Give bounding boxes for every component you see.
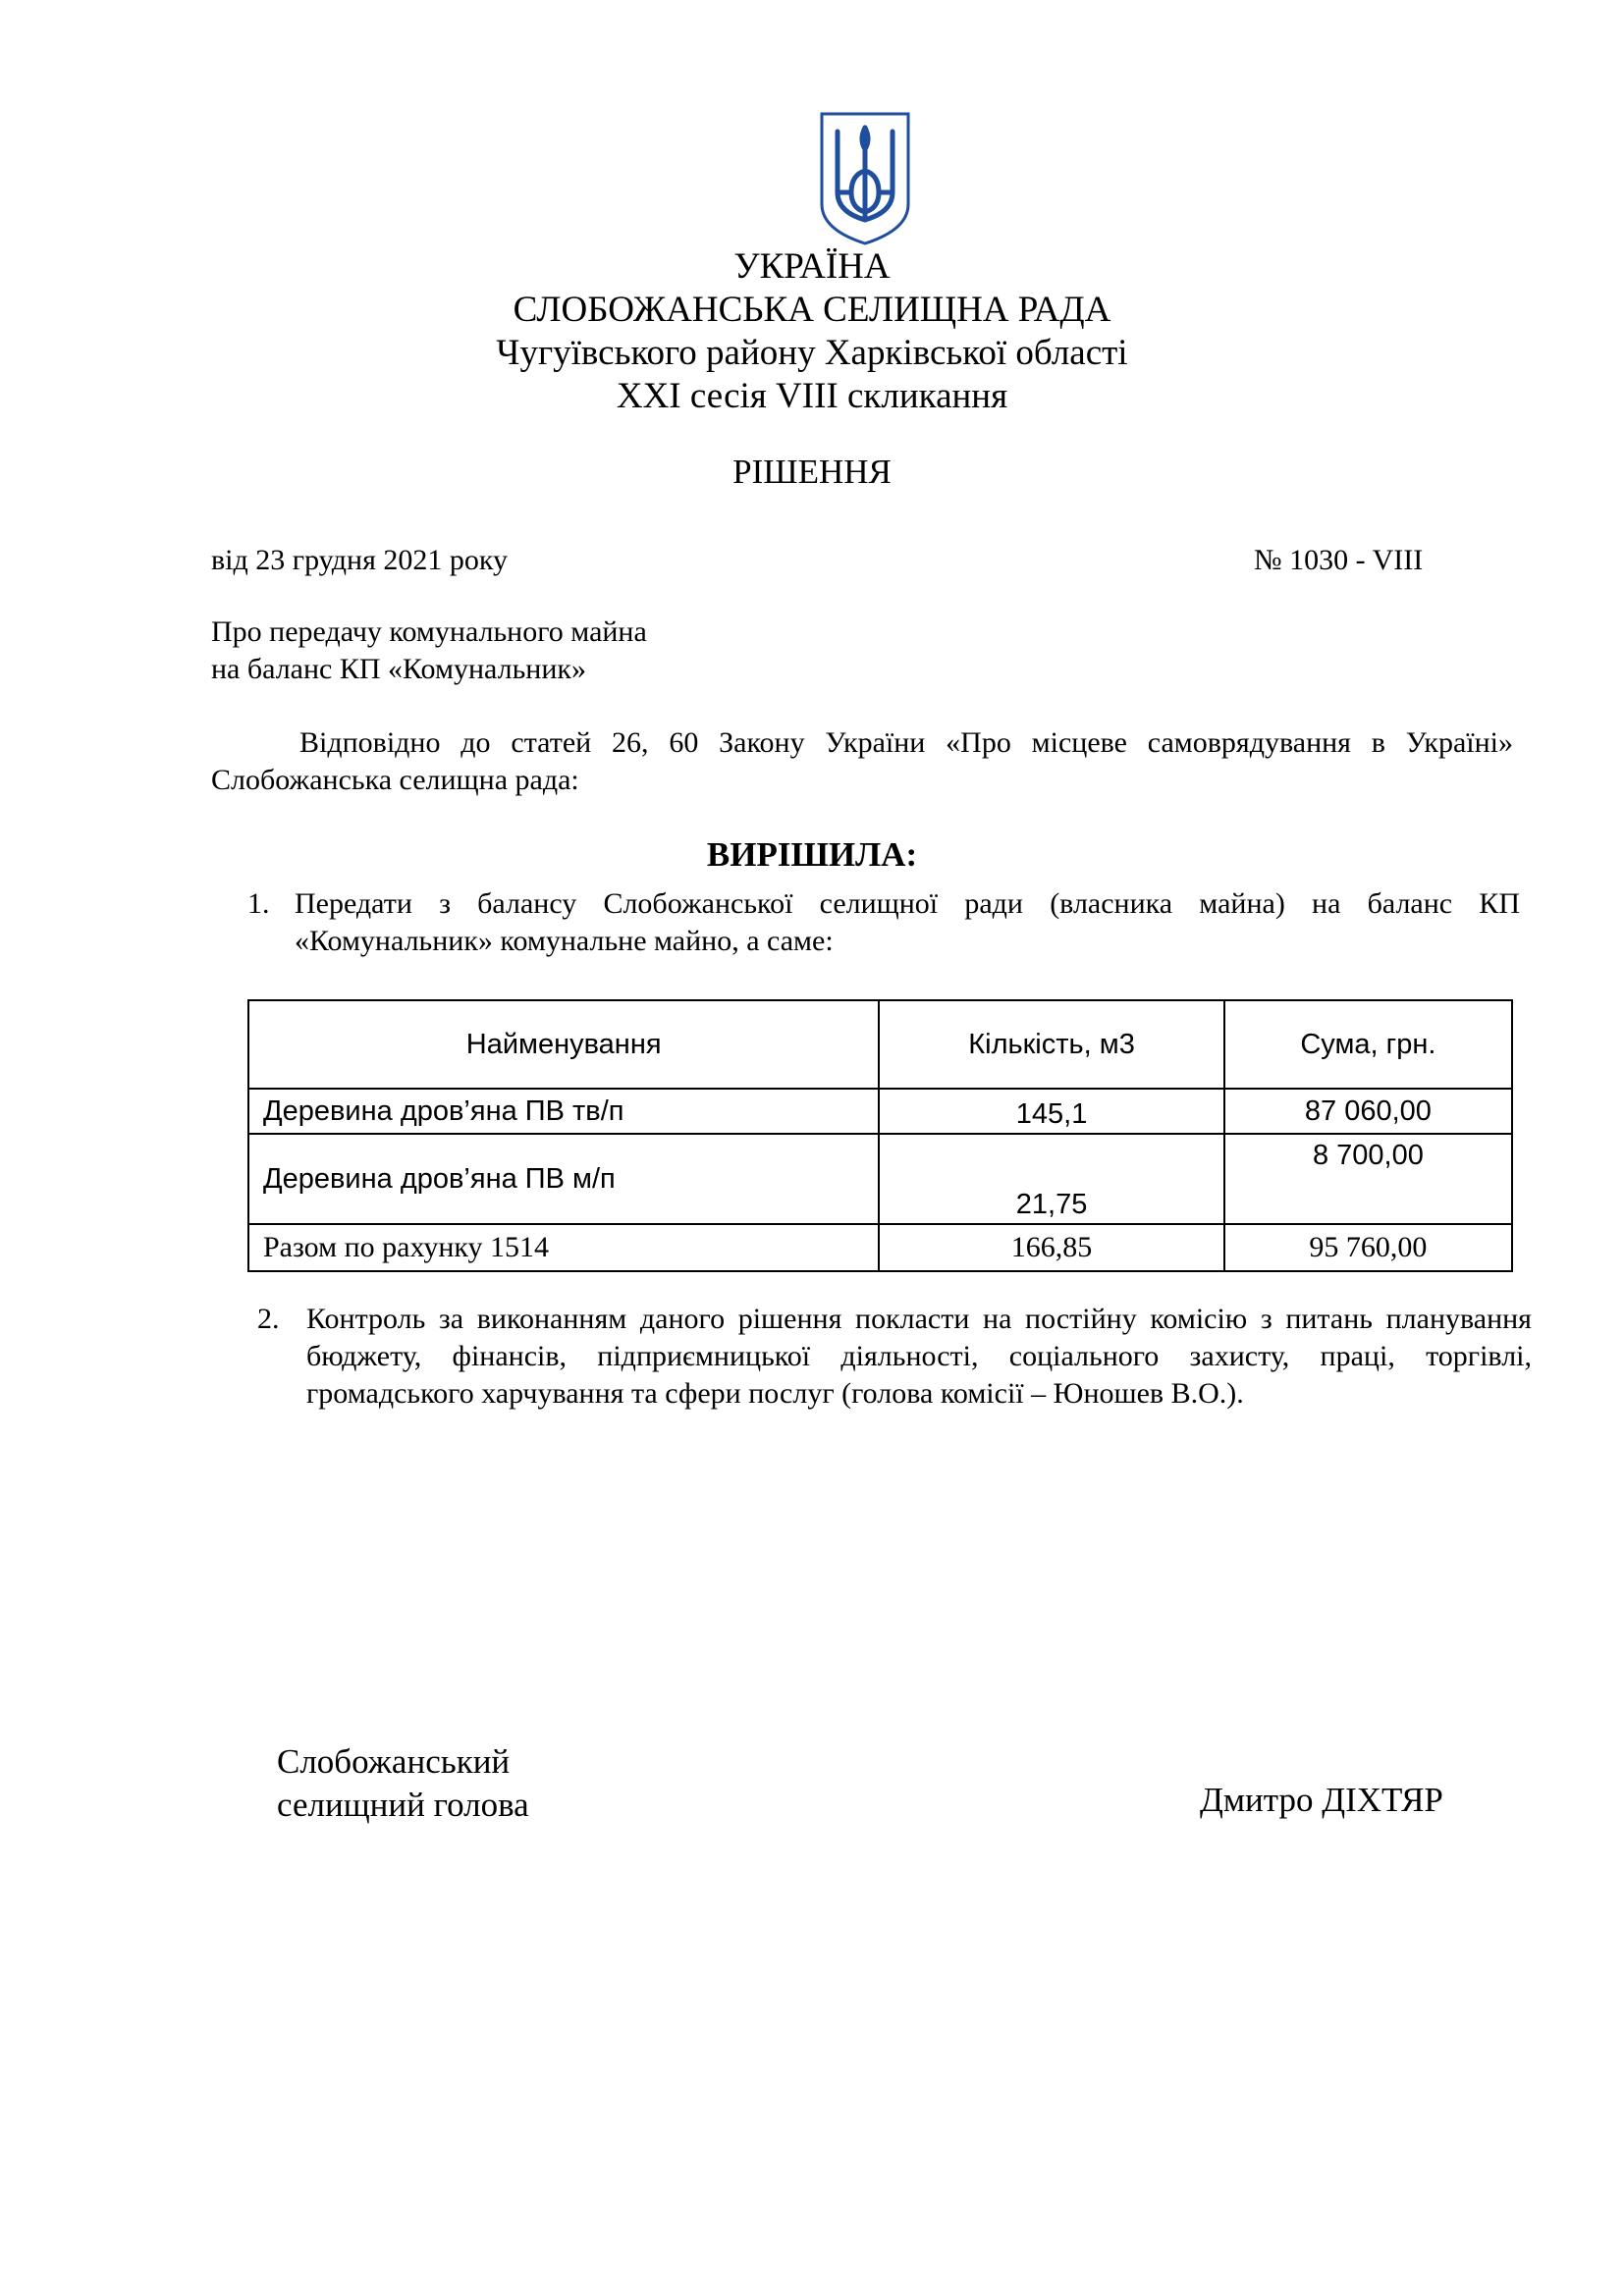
- header-district: Чугуївського району Харківської області: [496, 333, 1128, 373]
- ukraine-trident-emblem-icon: [816, 110, 914, 247]
- preamble-text: Відповідно до статей 26, 60 Закону України «Про місцеве самоврядування в Україні» Слобожанська селищна рада:: [211, 726, 1513, 796]
- header-session: XXI сесія VIII скликання: [616, 376, 1008, 416]
- item-number: 2.: [257, 1303, 280, 1335]
- item-number: 1.: [247, 887, 270, 920]
- item-text: Передати з балансу Слобожанської селищної ради (власника майна) на баланс КП «Комунальник» комунальне майно, а саме:: [295, 887, 1520, 957]
- assets-table: [247, 999, 1513, 1272]
- table-header-row: [248, 1000, 1512, 1089]
- table-row: [248, 1089, 1512, 1134]
- document-title: РІШЕННЯ: [732, 453, 892, 491]
- signer-name: Дмитро ДІХТЯР: [1200, 1781, 1443, 1819]
- row-sum: 87 060,00: [1224, 1089, 1512, 1134]
- header-council: СЛОБОЖАНСЬКА СЕЛИЩНА РАДА: [513, 290, 1111, 330]
- subject-line-1: Про передачу комунального майна: [211, 615, 647, 648]
- table-row: [248, 1134, 1512, 1224]
- total-name: Разом по рахунку 1514: [248, 1224, 879, 1271]
- item-text: Контроль за виконанням даного рішення покласти на постійну комісію з питань планування бюджету, фінансів, підприємницької діяльності, соціального захисту, праці, торгівлі, громадського харчування та сфери послуг (голова комісії – Юношев В.О.).: [306, 1303, 1532, 1410]
- row-qty: 145,1: [879, 1089, 1223, 1134]
- total-qty: 166,85: [879, 1224, 1223, 1271]
- table-header-qty: Кількість, м3: [879, 1000, 1223, 1089]
- row-sum: 8 700,00: [1224, 1134, 1512, 1224]
- table-header-sum: Сума, грн.: [1224, 1000, 1512, 1089]
- total-sum: 95 760,00: [1224, 1224, 1512, 1271]
- table-header-name: Найменування: [248, 1000, 879, 1089]
- decision-number: № 1030 - VIII: [1254, 544, 1424, 576]
- table-total-row: [248, 1224, 1512, 1271]
- row-name: Деревина дров’яна ПВ тв/п: [248, 1089, 879, 1134]
- header-country: УКРАЇНА: [733, 246, 891, 287]
- subject-line-2: на баланс КП «Комунальник»: [211, 653, 586, 685]
- decision-date: від 23 грудня 2021 року: [211, 544, 509, 576]
- row-name: Деревина дров’яна ПВ м/п: [248, 1134, 879, 1224]
- row-qty: 21,75: [879, 1134, 1223, 1224]
- decided-heading: ВИРІШИЛА:: [706, 835, 918, 874]
- signer-position-line-1: Слобожанський: [277, 1742, 511, 1781]
- signer-position-line-2: селищний голова: [277, 1786, 529, 1824]
